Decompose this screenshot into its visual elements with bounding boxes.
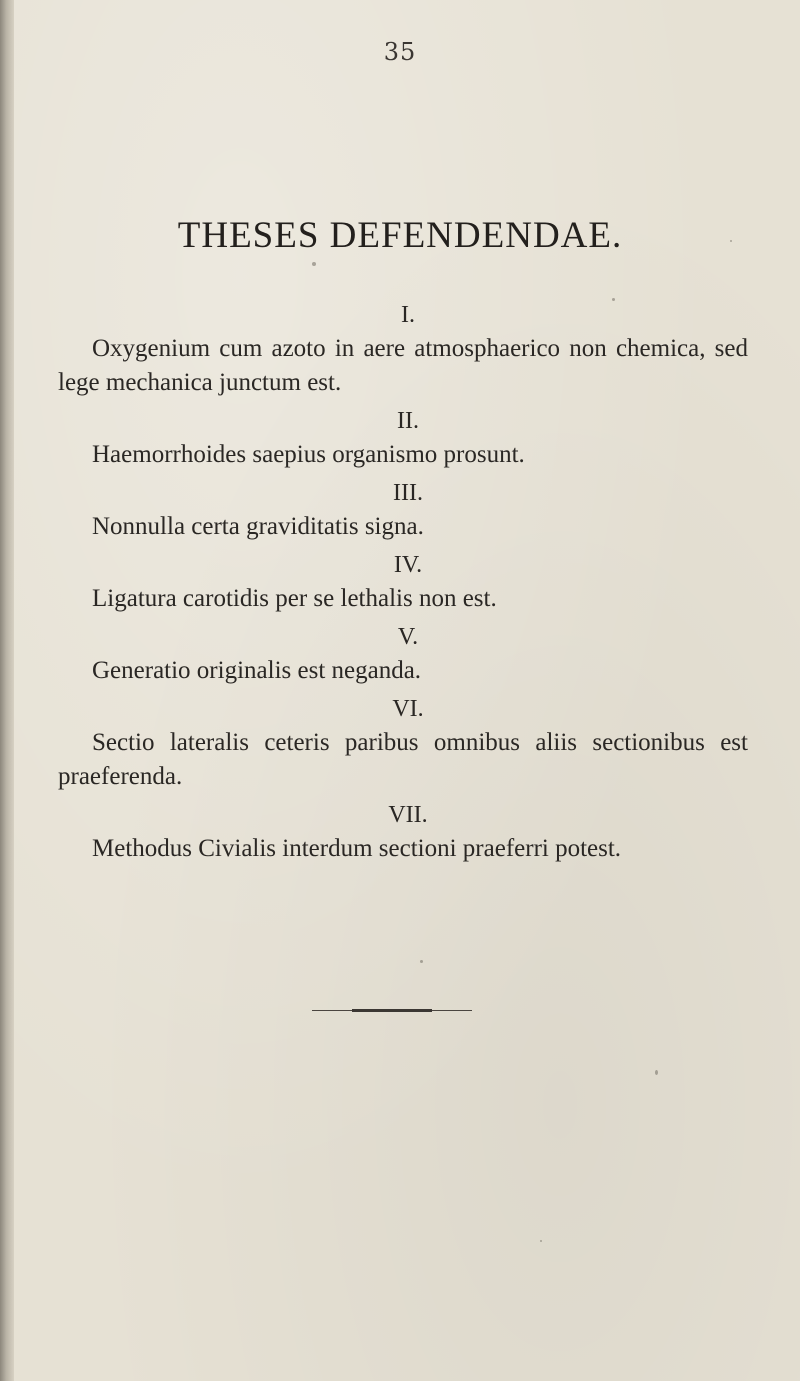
thesis-text: Nonnulla certa graviditatis signa.	[92, 513, 424, 540]
page-number: 35	[383, 38, 417, 66]
thesis-numeral: VII.	[388, 802, 428, 828]
thesis-numeral: IV.	[393, 552, 423, 578]
closing-rule	[312, 1010, 472, 1011]
thesis-item	[58, 692, 748, 794]
thesis-text: Methodus Civialis interdum sectioni praeferri potest.	[92, 835, 622, 862]
thesis-numeral: VI.	[392, 696, 424, 722]
thesis-text: Oxygenium cum azoto in aere atmosphaerico non chemica, sed lege mechanica junctum est.	[58, 335, 748, 396]
paper-speck	[420, 960, 423, 963]
thesis-numeral: I.	[401, 302, 415, 328]
thesis-numeral: II.	[397, 408, 419, 434]
thesis-item	[58, 404, 748, 472]
thesis-text: Sectio lateralis ceteris paribus omnibus aliis sectionibus est praeferenda.	[58, 729, 748, 790]
theses-list	[58, 298, 748, 870]
book-spine-edge	[0, 0, 14, 1381]
paper-speck	[312, 262, 316, 266]
thesis-item	[58, 620, 748, 688]
thesis-text: Ligatura carotidis per se lethalis non est.	[92, 585, 497, 612]
page-title: THESES DEFENDENDAE.	[177, 215, 623, 256]
paper-speck	[540, 1240, 542, 1242]
thesis-item	[58, 548, 748, 616]
paper-speck	[612, 298, 615, 301]
paper-speck	[730, 240, 732, 242]
thesis-item	[58, 798, 748, 866]
thesis-text: Generatio originalis est neganda.	[92, 657, 422, 684]
thesis-item	[58, 298, 748, 400]
thesis-numeral: III.	[393, 480, 423, 506]
thesis-item	[58, 476, 748, 544]
thesis-numeral: V.	[397, 624, 419, 650]
paper-speck	[655, 1070, 658, 1075]
thesis-text: Haemorrhoides saepius organismo prosunt.	[92, 441, 525, 468]
